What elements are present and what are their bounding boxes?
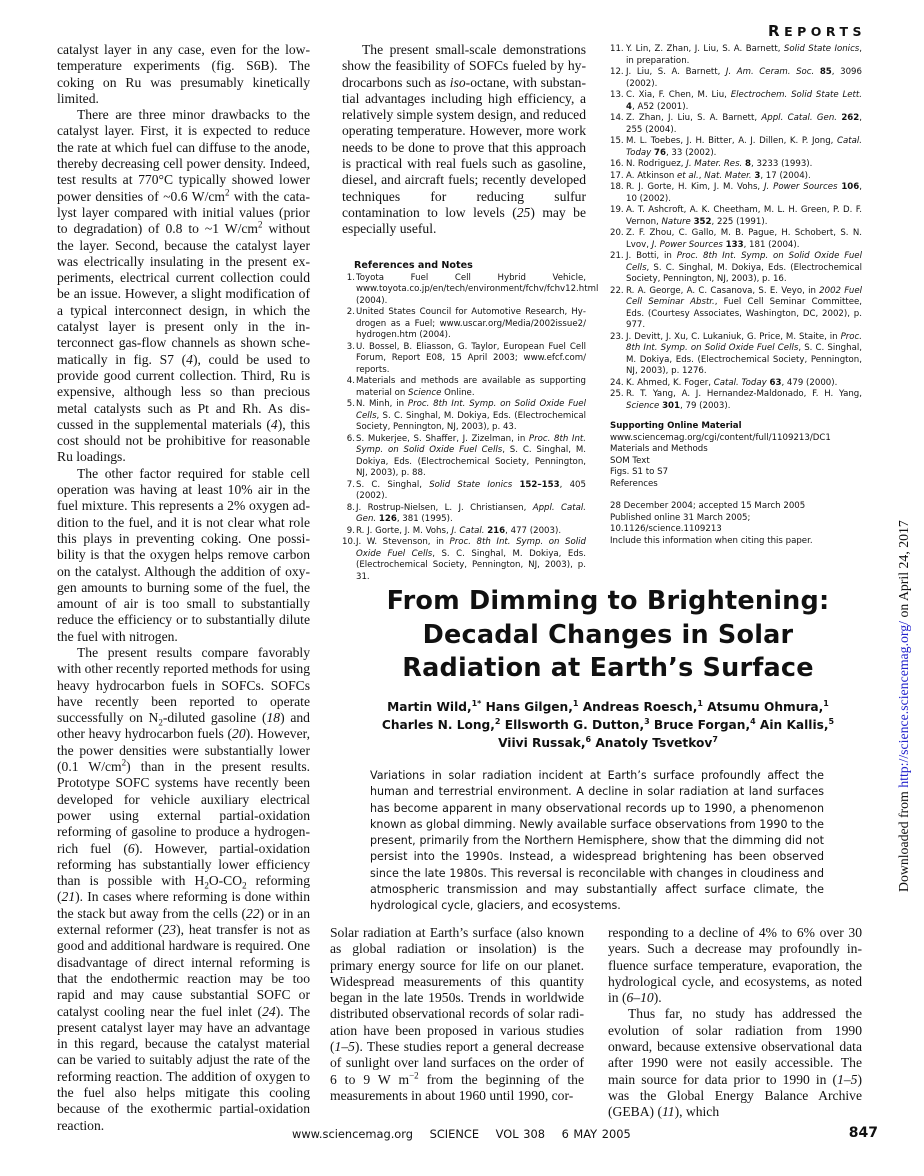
author: Ellsworth G. Dutton, <box>504 717 645 732</box>
received-accepted-date: 28 December 2004; accepted 15 March 2005 <box>610 501 806 511</box>
supporting-material-item: References <box>610 478 658 489</box>
reference-item: 9. R. J. Gorte, J. M. Vohs, J. Catal. 216, 477 (2003). <box>346 525 562 536</box>
reference-item: 6. S. Mukerjee, S. Shaffer, J. Zizelman, in Proc. 8th Int. Symp. on Solid Oxide Fuel Cells, S. C. Singhal, M. Dokiya, Eds. (Electrochemical Society, Pennington, NJ, 2003), p. 88. <box>346 433 586 479</box>
download-prefix: Downloaded from <box>896 787 911 892</box>
reference-item: 25. R. T. Yang, A. J. Hernandez-Maldonado, F. H. Yang, Science 301, 79 (2003). <box>610 389 862 411</box>
reference-item: 24. K. Ahmed, K. Foger, Catal. Today 63, 479 (2000). <box>610 377 838 388</box>
reference-item: 23. J. Devitt, J. Xu, C. Lukaniuk, G. Price, M. Staite, in Proc. 8th Int. Symp. on Solid Oxide Fuel Cells, S. C. Singhal, M. Dokiya, Eds. (Electrochemical Society, Pennington, NJ, 2003), p. 1276. <box>610 331 862 376</box>
reference-item: 3. U. Bossel, B. Eliasson, G. Taylor, European Fuel Cell Forum, Report E08, 15 April 2003; www.efcf.com/ reports. <box>346 341 586 375</box>
footer-website: www.sciencemag.org <box>292 1127 413 1141</box>
article-header <box>348 585 868 752</box>
author: Bruce Forgan, <box>653 717 751 732</box>
author-line: Martin Wild,$^{1*}$ Hans Gilgen,$^1$ Andreas Roesch,$^1$ Atsumu Ohmura,$^1$ <box>387 698 829 714</box>
supporting-material-item: Materials and Methods <box>610 444 708 454</box>
previous-article-column-1 <box>57 42 310 1134</box>
reference-item: 17. A. Atkinson et al., Nat. Mater. 3, 17 (2004). <box>610 170 811 181</box>
section-label-initial: R <box>768 22 785 40</box>
body-paragraph: Solar radiation at Earth’s surface (also known as global radiation or insolation) is the primary energy source for life on our planet. Widespread measurements of this quantity began in the late 1950s. Trends in worldwide distributed observational records of solar radiation have been proposed in various studies (1–5). These studies report a general decrease of sunlight over land surfaces on the order of 6 to 9 W $m^{-2}$ from the beginning of the measurements in about 1960 until 1990, cor- <box>330 925 584 1103</box>
author-line: Charles N. Long,$^2$ Ellsworth G. Dutton,$^3$ Bruce Forgan,$^4$ Ain Kallis,$^5$ <box>381 716 835 732</box>
author: Charles N. Long, <box>381 717 495 732</box>
footer-date: 6 MAY 2005 <box>561 1127 631 1141</box>
article-body-column-2 <box>608 925 862 1121</box>
previous-article-column-2 <box>342 42 599 583</box>
reference-item: 11. Y. Lin, Z. Zhan, J. Liu, S. A. Barnett, Solid State Ionics, in preparation. <box>610 44 863 66</box>
download-date: on April 24, 2017 <box>896 520 911 621</box>
published-online-date: Published online 31 March 2005; <box>610 512 751 523</box>
reference-item: 18. R. J. Gorte, H. Kim, J. M. Vohs, J. Power Sources 106, 10 (2002). <box>610 182 863 204</box>
reference-item: 16. N. Rodriguez, J. Mater. Res. 8, 3233 (1993). <box>610 159 813 169</box>
body-paragraph: responding to a decline of 4% to 6% over 30 years. Such a decrease may profoundly influence surface temperature, evaporation, the hydrological cycle, and ecosystems, as noted in (6–10). <box>608 925 862 1006</box>
reference-item: 4. Materials and methods are available as supporting material on Science Online. <box>346 376 586 398</box>
supporting-material-item: Figs. S1 to S7 <box>610 467 669 477</box>
conclusion-paragraph: The present small-scale demonstrations show the feasibility of SOFCs fueled by hydrocarbons such as iso-octane, with substantial advantages including high efficiency, a relatively simple system design, and reduced operating temperature. However, more work needs to be done to prove that this approach is practical with real fuels such as gasoline, diesel, and aircraft fuels; recently developed techniques for reducing sulfur contamination to low levels (25) may be especially useful. <box>342 42 586 237</box>
author: Hans Gilgen, <box>485 699 573 714</box>
footer-journal: SCIENCE <box>429 1127 480 1141</box>
reference-item: 19. A. T. Ashcroft, A. K. Cheetham, M. L. H. Green, P. D. F. Vernon, Nature 352, 225 (1991). <box>610 205 862 227</box>
publication-dates <box>610 501 862 547</box>
section-label <box>768 22 866 40</box>
section-label-rest: EPORTS <box>784 24 866 39</box>
reference-item: 22. R. A. George, A. C. Casanova, S. E. Veyo, in 2002 Fuel Cell Seminar Abstr., Fuel Cell Seminar Committee, Eds. (Courtesy Associates, Washington, DC, 2002), p. 977. <box>610 285 863 330</box>
author: Atsumu Ohmura, <box>707 699 824 714</box>
body-paragraph: Thus far, no study has addressed the evolution of solar radiation from 1990 onward, because extensive observational data after 1990 were not easily accessible. The main source for data prior to 1990 in (1–5) was the Global Energy Balance Archive (GEBA) (11), which <box>608 1006 862 1120</box>
supporting-material-url[interactable]: www.sciencemag.org/cgi/content/full/1109213/DC1 <box>610 432 831 443</box>
author: Martin Wild, <box>387 699 472 714</box>
page-number: 847 <box>848 1125 878 1141</box>
previous-article-column-3 <box>610 44 862 547</box>
abstract: Variations in solar radiation incident at Earth’s surface profoundly affect the human and terrestrial environment. A decline in solar radiation at land surfaces has become apparent in many observational records up to 1990, a phenomenon known as global dimming. Newly available surface observations from 1990 to the present, primarily from the Northern Hemisphere, show that the dimming did not persist into the 1990s. Instead, a widespread brightening has been observed since the late 1980s. This reversal is reconcilable with changes in cloudiness and atmospheric transmission and may substantially affect surface climate, the hydrological cycle, glaciers, and ecosystems. <box>370 769 824 913</box>
author: Andreas Roesch, <box>582 699 698 714</box>
reference-item: 7. S. C. Singhal, Solid State Ionics 152–153, 405 (2002). <box>346 479 586 502</box>
author: Anatoly Tsvetkov <box>595 735 713 750</box>
reference-item: 2. United States Council for Automotive Research, Hydrogen as a Fuel; www.uscar.org/Media/2002issue2/ hydrogen.htm (2004). <box>346 307 586 341</box>
references-list-part-2 <box>610 44 862 412</box>
article-body-column-1 <box>330 925 584 1104</box>
body-paragraph: catalyst layer in any case, even for the low-temperature experiments (fig. S6B). The coking on Ru was presumably kinetically limited. <box>57 42 310 106</box>
reference-item: 10. J. W. Stevenson, in Proc. 8th Int. Symp. on Solid Oxide Fuel Cells, S. C. Singhal, M. Dokiya, Eds. (Electrochemical Society, Pennington, NJ, 2003), p. 31. <box>342 537 586 582</box>
reference-item: 12. J. Liu, S. A. Barnett, J. Am. Ceram. Soc. 85, 3096 (2002). <box>610 67 862 89</box>
references-list-part-1 <box>342 272 599 584</box>
article-title: From Dimming to Brightening: Decadal Changes in Solar Radiation at Earth’s Surface <box>386 586 830 683</box>
reference-item: 21. J. Botti, in Proc. 8th Int. Symp. on Solid Oxide Fuel Cells, S. C. Singhal, M. Dokiya, Eds. (Electrochemical Society, Pennington, NJ, 2003), p. 16. <box>610 251 862 284</box>
supporting-material-heading: Supporting Online Material <box>610 421 742 431</box>
reference-item: 14. Z. Zhan, J. Liu, S. A. Barnett, Appl. Catal. Gen. 262, 255 (2004). <box>610 113 862 135</box>
author-list <box>348 698 868 752</box>
supporting-material-item: SOM Text <box>610 455 650 466</box>
author: Viivi Russak, <box>498 735 586 750</box>
reference-item: 15. M. L. Toebes, J. H. Bitter, A. J. Dillen, K. P. Jong, Catal. Today 76, 33 (2002). <box>610 136 862 158</box>
download-source-link[interactable]: http://science.sciencemag.org/ <box>896 620 911 788</box>
footer-volume: VOL 308 <box>495 1127 545 1141</box>
references-heading: References and Notes <box>354 259 473 271</box>
author: Ain Kallis, <box>759 717 829 732</box>
reference-item: 1. Toyota Fuel Cell Hybrid Vehicle, www.toyota.co.jp/en/tech/environment/fchv/fchv12.html (2004). <box>346 272 599 306</box>
author-line: Viivi Russak,$^6$ Anatoly Tsvetkov$^7$ <box>498 734 718 750</box>
reference-item: 5. N. Minh, in Proc. 8th Int. Symp. on Solid Oxide Fuel Cells, S. C. Singhal, M. Dokiya, Eds. (Electrochemical Society, Pennington, NJ, 2003), p. 43. <box>346 399 586 433</box>
reference-item: 8. J. Rostrup-Nielsen, L. J. Christiansen, Appl. Catal. Gen. 126, 381 (1995). <box>346 502 586 525</box>
reference-item: 20. Z. F. Zhou, C. Gallo, M. B. Pague, H. Schobert, S. N. Lvov, J. Power Sources 133, 181 (2004). <box>610 228 862 250</box>
page-footer <box>292 1127 643 1141</box>
reference-item: 13. C. Xia, F. Chen, M. Liu, Electrochem. Solid State Lett. 4, A52 (2001). <box>610 90 863 112</box>
citation-note: Include this information when citing this paper. <box>610 535 813 546</box>
body-paragraph: There are three minor drawbacks to the catalyst layer. First, it is expected to reduce the rate at which fuel can diffuse to the anode, thereby decreasing cell power density. Indeed, test results at 770°C typically showed lower power densities of ~0.6 $W/cm^2$ with the catalyst layer compared with initial values (prior to degradation) of 0.8 to ~1 $W/cm^2$ without the layer. Second, because the catalyst layer was electrically insulating in the present experiments, electrical current collection could be an issue. However, a slight modification of a typical interconnect design, in which the catalyst layer is present only in the interconnect gas-flow channels as shown schematically in fig. S7 (4), could be used to provide good current collection. Third, Ru is expensive, although less so than precious metal catalysts such as Pt and Rh. As discussed in the supplemental materials (4), this cost should not be prohibitive for reasonable Ru loadings. <box>57 107 311 465</box>
body-paragraph: The present results compare favorably with other recently reported methods for using heavy hydrocarbon fuels in SOFCs. SOFCs have recently been reported to operate successfully on $N_2$-diluted gasoline (18) and other heavy hydrocarbon fuels (20). However, the power densities were substantially lower (0.1 $W/cm^2$) than in the present results. Prototype SOFC systems have recently been developed for vehicle auxiliary electrical power using external partial-oxidation reforming of gasoline to produce a hydrogen-rich fuel (6). However, partial-oxidation reforming has substantially lower efficiency than is possible with $H_2O-CO_2$ reforming (21). In cases where reforming is done within the stack but away from the cells (22) or in an external reformer (23), heat transfer is not as good and additional hardware is required. One disadvantage of direct internal reforming is that the endothermic reaction may be too rapid and may cause substantial SOFC or catalyst cooling near the fuel inlet (24). The present catalyst layer may have an advantage in this regard, because the catalyst material can be varied to suitably adjust the rate of the reforming reaction. The addition of oxygen to the fuel also helps mitigate this cooling because of the exothermic partial-oxidation reaction. <box>57 644 311 1133</box>
doi: 10.1126/science.1109213 <box>610 524 722 534</box>
body-paragraph: The other factor required for stable cell operation was having at least 10% air in the fuel mixture. This represents a 2% oxygen addition to the fuel, and it is not clear what role this plays in preventing coking. One possibility is that the oxygen helps remove carbon on the catalyst. Although the addition of oxygen amounts to burning some of the fuel, the amount of air is too small to substantially reduce the efficiency or to substantially dilute the fuel with nitrogen. <box>57 465 310 644</box>
